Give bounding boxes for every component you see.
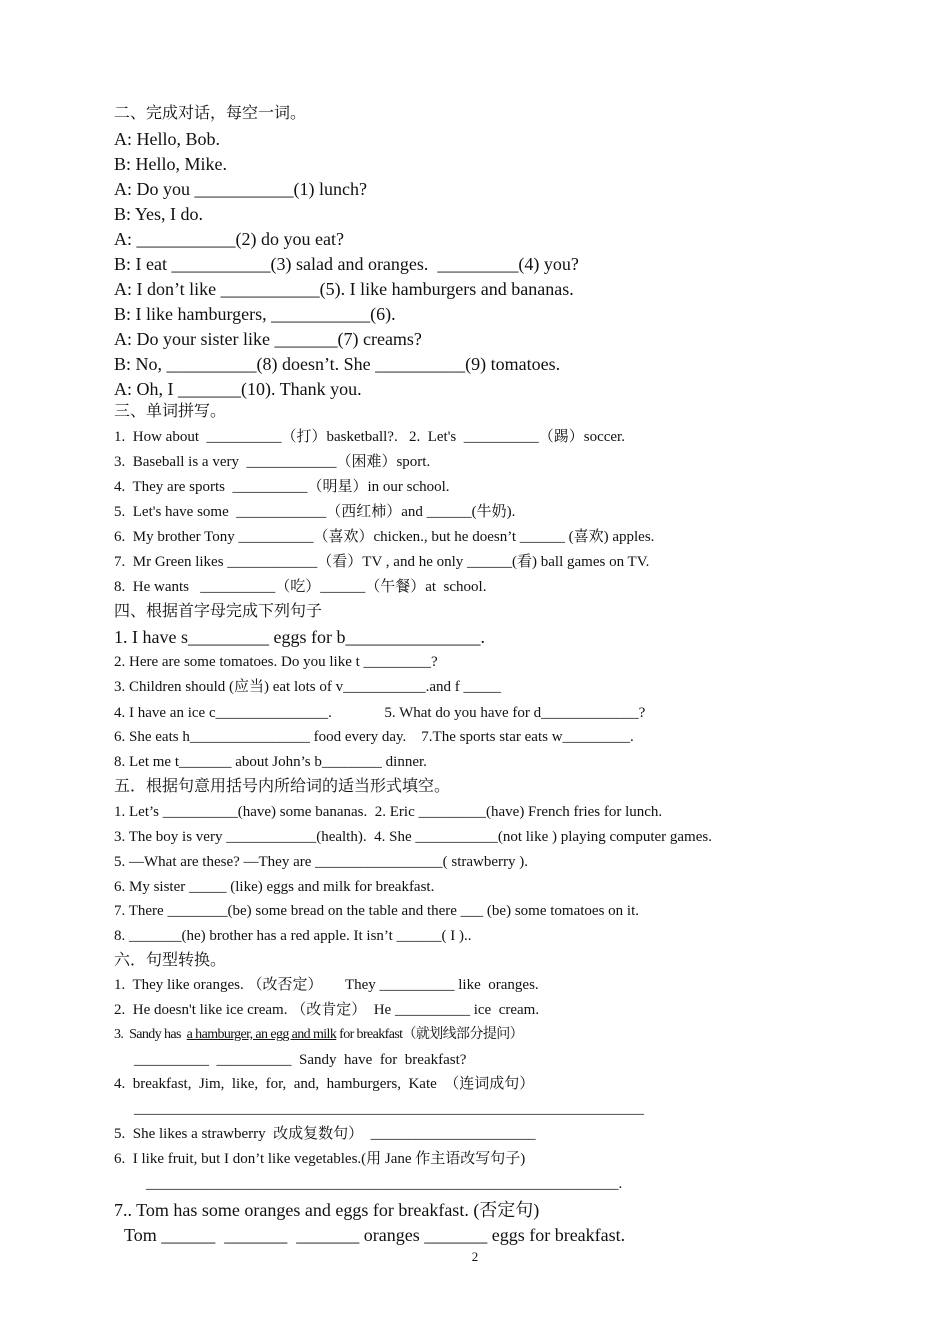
dialogue-line: B: I eat ___________(3) salad and oranges. _________(4) you? (114, 254, 579, 274)
answer-line: Tom ______ _______ _______ oranges _______ eggs for breakfast. (124, 1225, 626, 1245)
transform-item: 7.. Tom has some oranges and eggs for breakfast. (否定句) (114, 1200, 540, 1220)
underlined-phrase: a hamburger, an egg and milk (186, 1027, 337, 1042)
dialogue-line: B: Hello, Mike. (114, 154, 227, 174)
dialogue-line: A: Do you ___________(1) lunch? (114, 179, 367, 199)
fill-item: 5. —What are these? —They are _________________( strawberry ). (114, 854, 529, 870)
fill-item: 8. _______(he) brother has a red apple. It isn’t ______( I ).. (114, 928, 472, 944)
spelling-item: 5. Let's have some ____________（西红柿）and ______(牛奶). (114, 504, 516, 520)
page-number: 2 (471, 1249, 479, 1264)
dialogue-line: B: Yes, I do. (114, 204, 204, 224)
spelling-item: 6. My brother Tony __________（喜欢）chicken., but he doesn’t ______ (喜欢) apples. (114, 529, 655, 545)
spelling-item: 4. They are sports __________（明星）in our school. (114, 479, 450, 495)
fill-item: 3. The boy is very ____________(health). 4. She ___________(not like ) playing computer games. (114, 829, 712, 845)
transform-item: 2. He doesn't like ice cream. （改肯定） He __________ ice cream. (114, 1002, 540, 1018)
dialogue-line: A: I don’t like ___________(5). I like hamburgers and bananas. (114, 279, 574, 299)
section-2-heading: 二、完成对话，每空一词。 (114, 105, 307, 122)
transform-item: 3. Sandy has a hamburger, an egg and milk for breakfast（就划线部分提问） (114, 1027, 524, 1042)
fill-item: 6. My sister _____ (like) eggs and milk for breakfast. (114, 879, 435, 895)
spelling-item: 8. He wants __________（吃）______（午餐）at school. (114, 579, 487, 595)
section-3-heading: 三、单词拼写。 (114, 403, 227, 420)
answer-line: ____________________________________________________________________ (134, 1101, 644, 1117)
sentence-item: 8. Let me t_______ about John’s b________ dinner. (114, 754, 427, 770)
transform-item: 6. I like fruit, but I don’t like vegetables.(用 Jane 作主语改写句子) (114, 1151, 526, 1167)
section-4-heading: 四、根据首字母完成下列句子 (114, 603, 323, 620)
sentence-item: 4. I have an ice c_______________. 5. What do you have for d_____________? (114, 705, 646, 721)
sentence-item: 1. I have s_________ eggs for b_______________. (114, 627, 485, 647)
spelling-item: 7. Mr Green likes ____________（看）TV , and he only ______(看) ball games on TV. (114, 554, 650, 570)
section-6-heading: 六．句型转换。 (114, 952, 227, 969)
spelling-item: 3. Baseball is a very ____________（困难）sport. (114, 454, 431, 470)
sentence-item: 6. She eats h________________ food every day. 7.The sports star eats w_________. (114, 729, 634, 745)
answer-line: __________ __________ Sandy have for breakfast? (134, 1052, 467, 1068)
section-5-heading: 五．根据句意用括号内所给词的适当形式填空。 (114, 778, 451, 795)
dialogue-line: B: No, __________(8) doesn’t. She __________(9) tomatoes. (114, 354, 561, 374)
dialogue-line: A: Do your sister like _______(7) creams? (114, 329, 422, 349)
sentence-item: 2. Here are some tomatoes. Do you like t _________? (114, 654, 438, 670)
fill-item: 1. Let’s __________(have) some bananas. 2. Eric _________(have) French fries for lunch. (114, 804, 663, 820)
transform-item: 1. They like oranges. （改否定） They __________ like oranges. (114, 977, 539, 993)
dialogue-line: A: Hello, Bob. (114, 129, 220, 149)
spelling-item: 1. How about __________（打）basketball?. 2. Let's __________（踢）soccer. (114, 429, 625, 445)
sentence-item: 3. Children should (应当) eat lots of v___________.and f _____ (114, 679, 502, 695)
answer-line: _______________________________________________________________. (146, 1176, 623, 1192)
dialogue-line: B: I like hamburgers, ___________(6). (114, 304, 396, 324)
transform-item: 4. breakfast, Jim, like, for, and, hamburgers, Kate （连词成句） (114, 1076, 535, 1092)
dialogue-line: A: Oh, I _______(10). Thank you. (114, 379, 362, 399)
dialogue-line: A: ___________(2) do you eat? (114, 229, 344, 249)
transform-item: 5. She likes a strawberry 改成复数句） ______________________ (114, 1126, 536, 1142)
fill-item: 7. There ________(be) some bread on the table and there ___ (be) some tomatoes on it. (114, 903, 639, 919)
